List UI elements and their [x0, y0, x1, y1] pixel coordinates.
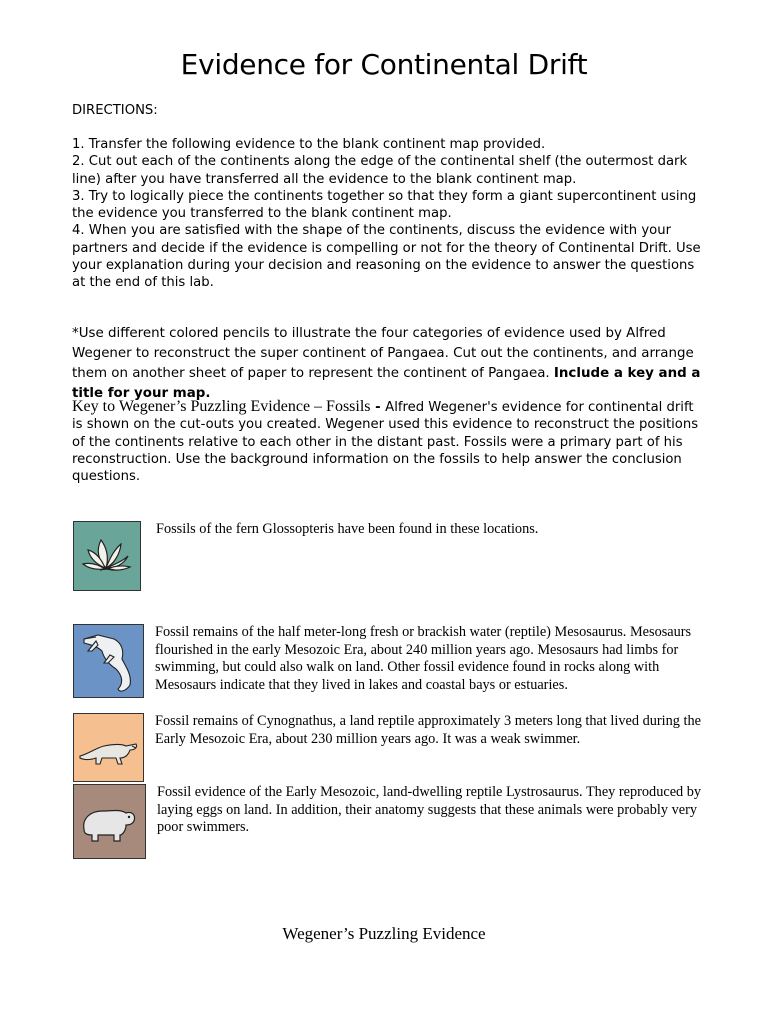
fossil-text-glossopteris: Fossils of the fern Glossopteris have been found in these locations.	[156, 521, 539, 537]
direction-step-4: 4. When you are satisfied with the shape of the continents, discuss the evidence with your partners and decide if the evidence is compelling or not for the theory of Continental Drift. Use your explanation during your decision and reasoning on the evidence to answer the questions at the end of this lab.	[72, 223, 701, 291]
key-dash: -	[370, 400, 386, 415]
fossil-text-cynognathus: Fossil remains of Cynognathus, a land reptile approximately 3 meters long that lived during the Early Mesozoic Era, about 230 million years ago. It was a weak swimmer.	[155, 713, 701, 747]
instruction-note	[72, 324, 702, 404]
directions-list	[72, 136, 702, 292]
key-heading: Key to Wegener’s Puzzling Evidence – Fossils	[72, 398, 371, 415]
fern-icon	[73, 521, 141, 591]
footer-caption: Wegener’s Puzzling Evidence	[282, 924, 486, 943]
fossil-text-lystrosaurus: Fossil evidence of the Early Mesozoic, land-dwelling reptile Lystrosaurus. They reproduced by laying eggs on land. In addition, their anatomy suggests that these animals were probably very poor swimmers.	[157, 784, 702, 836]
note-text: *Use different colored pencils to illustrate the four categories of evidence used by Alfred Wegener to reconstruct the super continent of Pangaea. Cut out the continents, and arrange them on another sheet of paper to represent the continent of Pangaea.	[72, 326, 694, 381]
directions-label: DIRECTIONS:	[72, 103, 158, 118]
direction-step-2: 2. Cut out each of the continents along the edge of the continental shelf (the outermost dark line) after you have transferred all the evidence to the blank continent map.	[72, 154, 688, 187]
direction-step-1: 1. Transfer the following evidence to the blank continent map provided.	[72, 137, 546, 152]
lystrosaurus-icon	[73, 784, 146, 859]
key-body: Alfred Wegener's evidence for continental drift is shown on the cut-outs you created. Wegener used this evidence to reconstruct the positions of the continents relative to each other in the distant past. Fossils were a primary part of his reconstruction. Use the background information on the fossils to help answer the conclusion questions.	[72, 400, 699, 485]
cynognathus-icon	[73, 713, 144, 782]
page-title: Evidence for Continental Drift	[180, 48, 588, 81]
fossil-text-mesosaurus: Fossil remains of the half meter-long fresh or brackish water (reptile) Mesosaurus. Mesosaurs flourished in the early Mesozoic Era, about 240 million years ago. Mesosaurs had limbs for swimming, but could also walk on land. Other fossil evidence found in rocks along with Mesosaurs indicate that they lived in lakes and coastal bays or estuaries.	[155, 624, 692, 693]
key-section	[72, 398, 702, 485]
direction-step-3: 3. Try to logically piece the continents together so that they form a giant supercontinent using the evidence you transferred to the blank continent map.	[72, 188, 697, 222]
note-bold: Include a key and a title for your map.	[72, 366, 701, 401]
mesosaurus-icon	[73, 624, 144, 698]
